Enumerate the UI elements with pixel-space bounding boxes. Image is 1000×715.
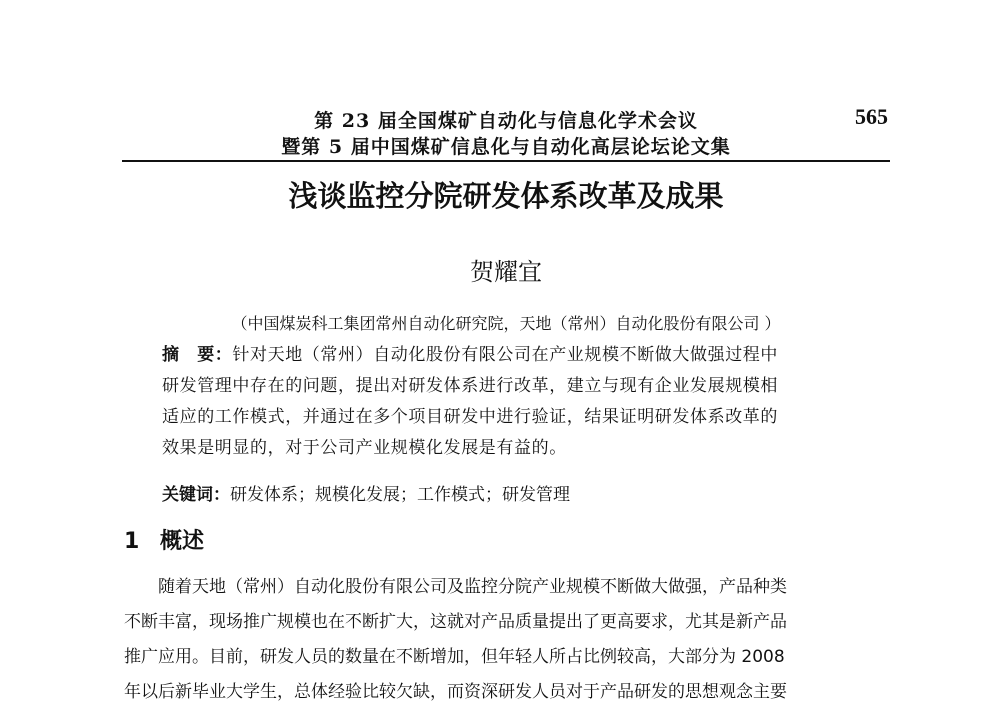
running-head — [122, 100, 890, 160]
section-number: 1 — [124, 529, 140, 554]
proceedings-title-line2: 暨第 5 届中国煤矿信息化与自动化高层论坛论文集 — [281, 136, 731, 158]
body-line: 不断丰富，现场推广规模也在不断扩大，这就对产品质量提出了更高要求，尤其是新产品 — [124, 612, 787, 632]
section-heading — [124, 524, 204, 555]
body-line: 随着天地（常州）自动化股份有限公司及监控分院产业规模不断做大做强，产品种类 — [158, 577, 787, 597]
paper-title: 浅谈监控分院研发体系改革及成果 — [288, 179, 724, 213]
abstract-text: 针对天地（常州）自动化股份有限公司在产业规模不断做大做强过程中 — [232, 345, 779, 365]
header-rule — [122, 160, 890, 162]
body-line: 推广应用。目前，研发人员的数量在不断增加，但年轻人所占比例较高，大部分为 2008 — [124, 647, 785, 667]
proceedings-title-line1: 第 23 届全国煤矿自动化与信息化学术会议 — [314, 110, 698, 132]
section-body — [124, 570, 890, 710]
abstract-line: 研发管理中存在的问题，提出对研发体系进行改革，建立与现有企业发展规模相 — [162, 376, 778, 396]
abstract-line: 效果是明显的，对于公司产业规模化发展是有益的。 — [162, 438, 567, 458]
abstract-line: 适应的工作模式，并通过在多个项目研发中进行验证，结果证明研发体系改革的 — [162, 407, 778, 427]
keywords-label: 关键词： — [162, 485, 230, 505]
author-name: 贺耀宜 — [470, 258, 542, 286]
abstract-label: 摘 要： — [162, 345, 233, 365]
section-title: 概述 — [160, 529, 205, 554]
author-affiliation: （中国煤炭科工集团常州自动化研究院，天地（常州）自动化股份有限公司 ） — [231, 314, 781, 333]
page-number: 565 — [855, 104, 888, 129]
body-line: 年以后新毕业大学生，总体经验比较欠缺，而资深研发人员对于产品研发的思想观念主要 — [124, 682, 787, 702]
keywords — [162, 480, 862, 511]
abstract-line — [162, 340, 862, 371]
keywords-text: 研发体系；规模化发展；工作模式；研发管理 — [230, 485, 570, 505]
abstract — [162, 340, 862, 464]
